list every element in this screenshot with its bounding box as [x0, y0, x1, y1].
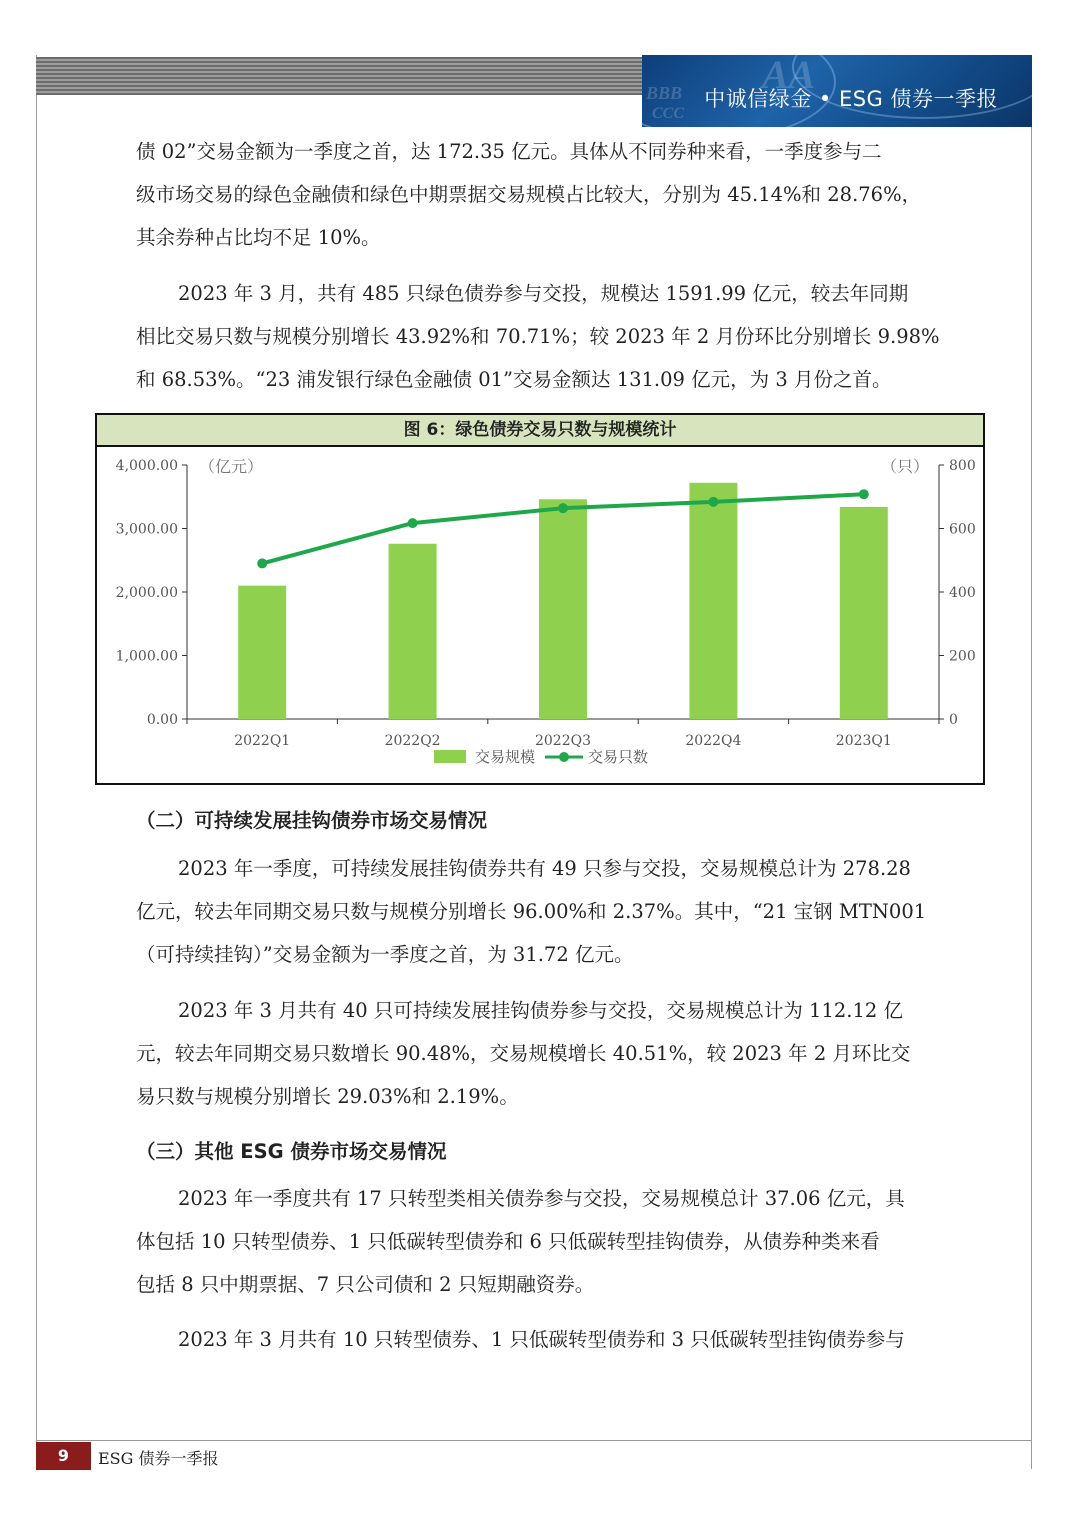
text-line: 和 68.53%。“23 浦发银行绿色金融债 01”交易金额达 131.09 亿元，为 3 月份之首。	[136, 368, 892, 391]
paragraph	[136, 272, 946, 401]
line-point-trade-count	[708, 497, 718, 507]
text-line: 2023 年一季度共有 17 只转型类相关债券参与交投，交易规模总计 37.06 亿元，具	[178, 1187, 905, 1210]
combo-chart	[97, 447, 983, 785]
left-axis-unit-label: （亿元）	[199, 457, 264, 476]
paragraph	[136, 130, 946, 259]
text-line: 债 02”交易金额为一季度之首，达 172.35 亿元。具体从不同券种来看，一季度参与二	[136, 140, 882, 163]
x-tick-label: 2022Q4	[685, 733, 742, 749]
bar-trade-volume	[389, 544, 437, 719]
text-line: 包括 8 只中期票据、7 只公司债和 2 只短期融资券。	[136, 1273, 595, 1296]
text-line: 体包括 10 只转型债券、1 只低碳转型债券和 6 只低碳转型挂钩债券，从债券种类来看	[136, 1230, 880, 1253]
text-line: 亿元，较去年同期交易只数与规模分别增长 96.00%和 2.37%。其中，“21 宝钢 MTN001	[136, 900, 927, 923]
page-number: 9	[36, 1442, 91, 1470]
x-tick-label: 2023Q1	[835, 733, 892, 749]
text-line: 其余券种占比均不足 10%。	[136, 226, 381, 249]
banner-deco-text: CCC	[652, 105, 685, 122]
text-line: 2023 年 3 月，共有 485 只绿色债券参与交投，规模达 1591.99 亿元，较去年同期	[178, 282, 909, 305]
paragraph	[136, 847, 946, 976]
header-banner	[642, 55, 1032, 127]
line-point-trade-count	[257, 558, 267, 568]
text-line: 元，较去年同期交易只数增长 90.48%，交易规模增长 40.51%，较 2023 年 2 月环比交	[136, 1042, 911, 1065]
footer-divider	[36, 1440, 1032, 1441]
right-tick-label: 600	[949, 521, 976, 538]
bar-trade-volume	[840, 507, 888, 719]
line-point-trade-count	[558, 503, 568, 513]
right-tick-label: 200	[949, 648, 976, 665]
legend-marker-line	[559, 752, 569, 762]
x-tick-label: 2022Q3	[534, 733, 592, 749]
left-tick-label: 4,000.00	[115, 458, 178, 474]
legend-label-line: 交易只数	[588, 748, 649, 766]
right-axis-unit-label: （只）	[880, 457, 929, 476]
figure-box	[95, 413, 985, 785]
text-line: 相比交易只数与规模分别增长 43.92%和 70.71%；较 2023 年 2 月份环比分别增长 9.98%	[136, 325, 940, 348]
text-line: 2023 年一季度，可持续发展挂钩债券共有 49 只参与交投，交易规模总计为 278.28	[178, 857, 911, 880]
bar-trade-volume	[539, 499, 587, 719]
text-line: （可持续挂钩）”交易金额为一季度之首，为 31.72 亿元。	[136, 943, 634, 966]
paragraph	[136, 1177, 946, 1306]
footer-title: ESG 债券一季报	[98, 1449, 219, 1468]
right-tick-label: 0	[949, 712, 958, 728]
section-heading: （三）其他 ESG 债券市场交易情况	[136, 1140, 447, 1163]
right-tick-label: 400	[949, 585, 976, 601]
line-point-trade-count	[859, 489, 869, 499]
left-tick-label: 0.00	[146, 712, 178, 728]
text-line: 2023 年 3 月共有 40 只可持续发展挂钩债券参与交投，交易规模总计为 112.12 亿	[178, 999, 903, 1022]
figure-title: 图 6：绿色债券交易只数与规模统计	[97, 415, 983, 447]
text-line: 级市场交易的绿色金融债和绿色中期票据交易规模占比较大，分别为 45.14%和 28.76%，	[136, 183, 922, 206]
header-stripes	[36, 57, 642, 95]
banner-deco-text: BBB	[646, 83, 683, 103]
legend-swatch-bar	[434, 750, 466, 763]
line-point-trade-count	[408, 518, 418, 528]
left-tick-label: 3,000.00	[115, 521, 178, 538]
bar-trade-volume	[238, 586, 286, 719]
banner-deco-text: AA	[762, 55, 816, 97]
x-tick-label: 2022Q2	[384, 733, 441, 749]
text-line: 2023 年 3 月共有 10 只转型债券、1 只低碳转型债券和 3 只低碳转型挂钩债券参与	[178, 1328, 905, 1351]
header-title: 中诚信绿金 • ESG 债券一季报	[704, 87, 998, 111]
x-tick-label: 2022Q1	[234, 733, 291, 749]
paragraph	[136, 1318, 946, 1361]
left-tick-label: 1,000.00	[115, 648, 178, 665]
left-tick-label: 2,000.00	[115, 585, 178, 601]
section-heading: （二）可持续发展挂钩债券市场交易情况	[136, 809, 488, 832]
legend-label-bar: 交易规模	[475, 748, 536, 766]
bar-trade-volume	[689, 483, 737, 719]
right-tick-label: 800	[949, 458, 976, 474]
text-line: 易只数与规模分别增长 29.03%和 2.19%。	[136, 1085, 519, 1108]
paragraph	[136, 989, 946, 1118]
